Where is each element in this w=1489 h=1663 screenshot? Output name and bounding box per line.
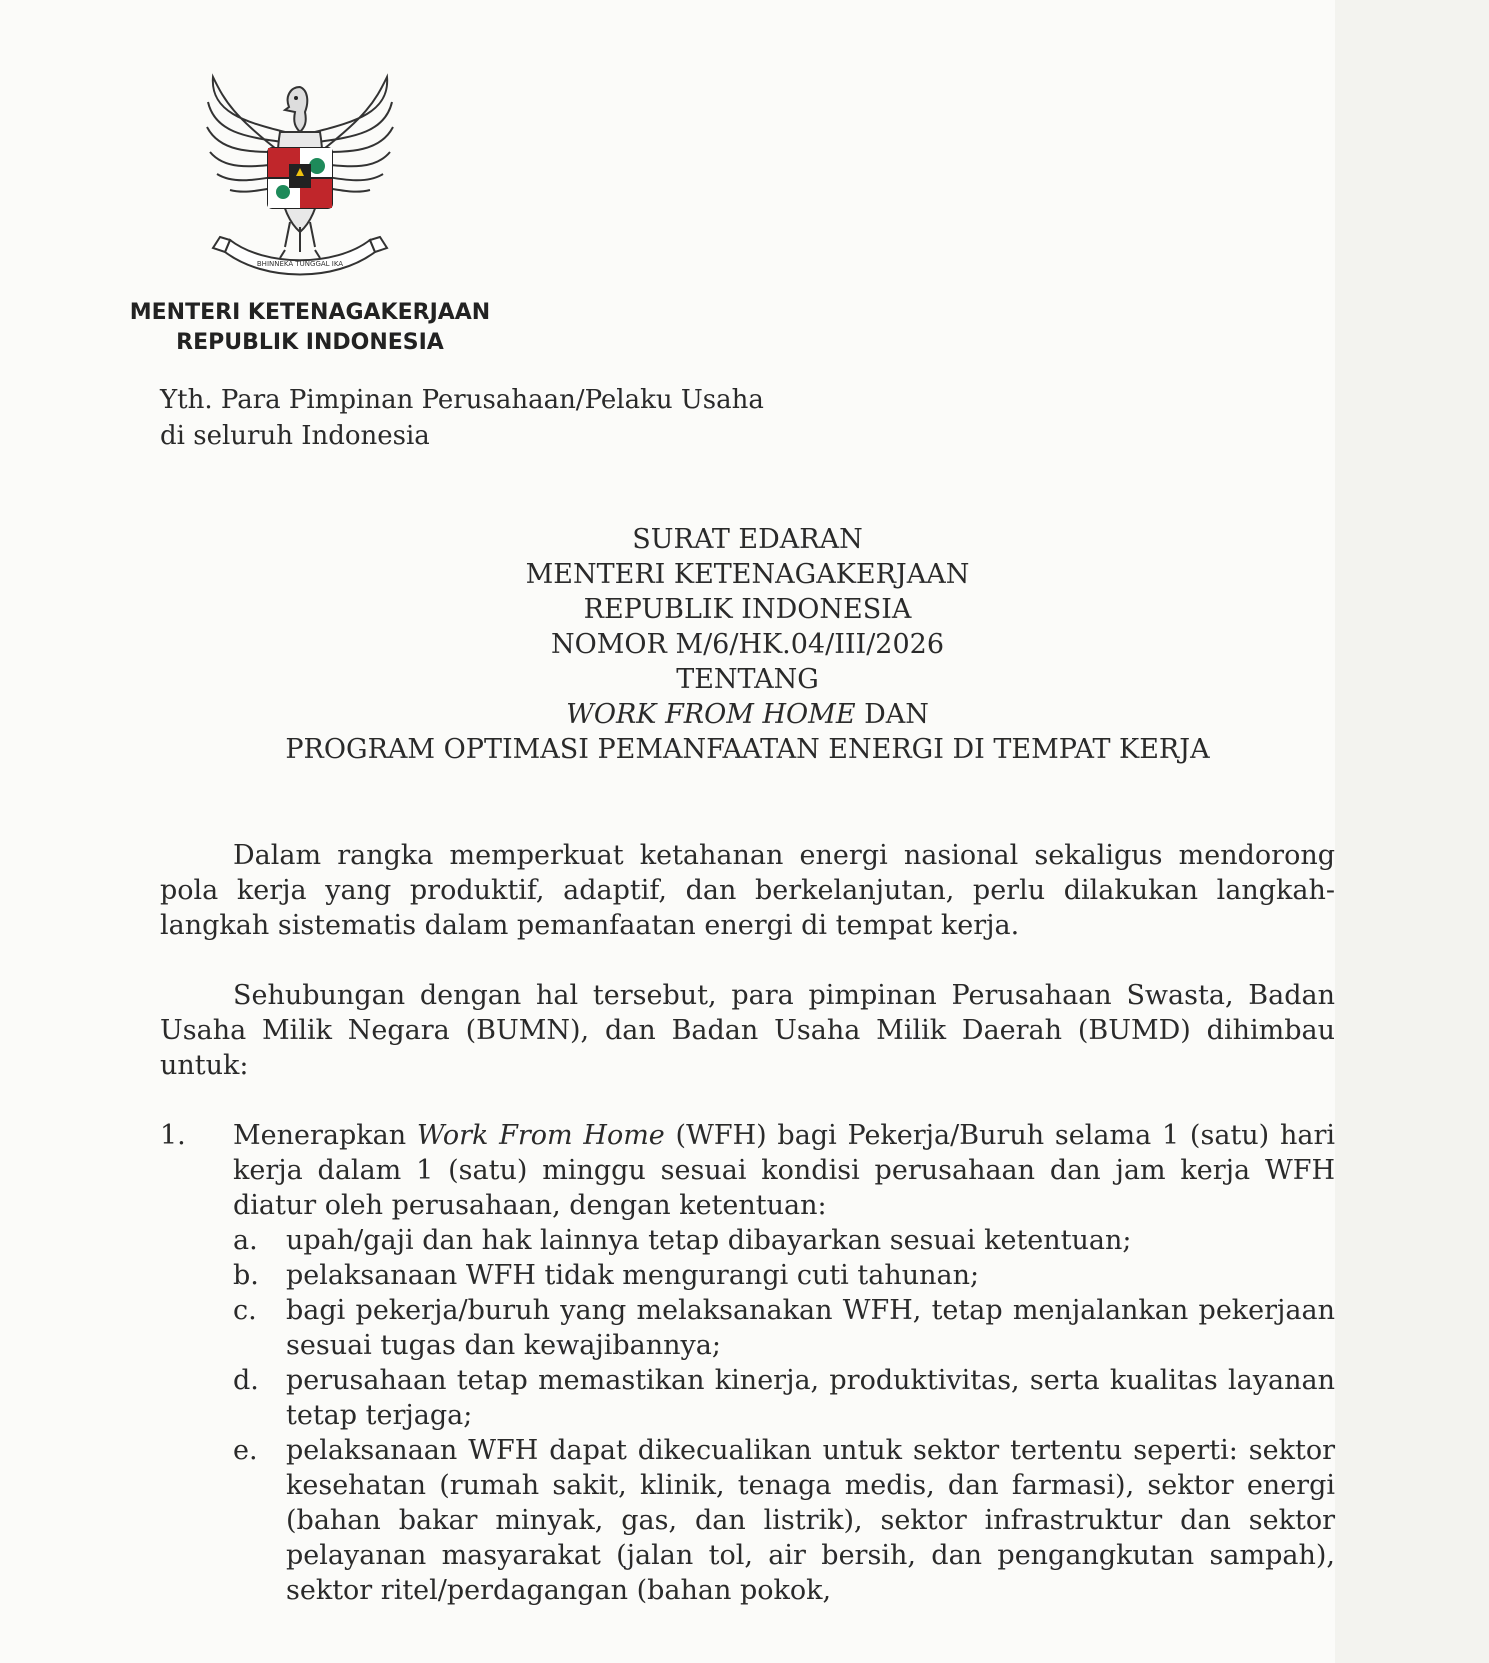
title-italic: WORK FROM HOME — [566, 699, 856, 730]
title-line-6 — [160, 697, 1335, 732]
title-line-2: MENTERI KETENAGAKERJAAN — [525, 559, 970, 590]
sub-item-text: perusahaan tetap memastikan kinerja, produktivitas, serta kualitas layanan tetap terjaga; — [286, 1365, 1335, 1431]
sub-item-letter: e. — [233, 1435, 258, 1466]
document-body — [160, 838, 1335, 1608]
sub-list — [233, 1223, 1335, 1608]
addressee-line-1: Yth. Para Pimpinan Perusahaan/Pelaku Usaha — [160, 385, 764, 415]
ministry-header — [110, 298, 510, 358]
sub-item-c — [233, 1293, 1335, 1363]
sub-item-letter: a. — [233, 1225, 258, 1256]
list-item-1 — [160, 1118, 1335, 1608]
addressee-line-2: di seluruh Indonesia — [160, 421, 430, 451]
svg-text:BHINNEKA TUNGGAL IKA: BHINNEKA TUNGGAL IKA — [256, 260, 344, 268]
title-line-7: PROGRAM OPTIMASI PEMANFAATAN ENERGI DI TEMPAT KERJA — [285, 734, 1210, 765]
title-line-6-rest: DAN — [855, 699, 929, 730]
list-text-italic: Work From Home — [416, 1120, 665, 1151]
ministry-line-1: MENTERI KETENAGAKERJAAN — [129, 300, 491, 325]
sub-item-a — [233, 1223, 1335, 1258]
sub-item-letter: d. — [233, 1365, 259, 1396]
sub-item-text: pelaksanaan WFH dapat dikecualikan untuk sektor tertentu seperti: sektor kesehatan (rumah sakit, klinik, tenaga medis, dan farmasi), sektor energi (bahan bakar minyak, gas, dan listrik), sektor infrastruktur dan sektor pelayanan masyarakat (jalan tol, air bersih, dan pengangkutan sampah), sektor ritel/perdagangan (bahan pokok, — [286, 1435, 1335, 1606]
document-title — [160, 522, 1335, 767]
sub-item-letter: c. — [233, 1295, 257, 1326]
paragraph-2: Sehubungan dengan hal tersebut, para pimpinan Perusahaan Swasta, Badan Usaha Milik Negara (BUMN), dan Badan Usaha Milik Daerah (BUMD) dihimbau untuk: — [160, 980, 1335, 1081]
garuda-emblem-icon — [205, 72, 395, 282]
sub-item-d — [233, 1363, 1335, 1433]
sub-item-text: bagi pekerja/buruh yang melaksanakan WFH, tetap menjalankan pekerjaan sesuai tugas dan kewajibannya; — [286, 1295, 1335, 1361]
sub-item-e — [233, 1433, 1335, 1608]
list-number: 1. — [160, 1120, 186, 1151]
list-item-text — [233, 1118, 1335, 1223]
title-line-3: REPUBLIK INDONESIA — [583, 594, 912, 625]
sub-item-text: pelaksanaan WFH tidak mengurangi cuti tahunan; — [286, 1260, 980, 1291]
title-line-5: TENTANG — [676, 664, 819, 695]
list-text-pre: Menerapkan — [233, 1120, 417, 1151]
page-margin — [1335, 0, 1489, 1663]
sub-item-b — [233, 1258, 1335, 1293]
ministry-line-2: REPUBLIK INDONESIA — [176, 330, 444, 355]
sub-item-letter: b. — [233, 1260, 259, 1291]
paragraph-1: Dalam rangka memperkuat ketahanan energi nasional sekaligus mendorong pola kerja yang produktif, adaptif, dan berkelanjutan, perlu dilakukan langkah-langkah sistematis dalam pemanfaatan energi di tempat kerja. — [160, 840, 1335, 941]
title-line-1: SURAT EDARAN — [632, 524, 863, 555]
addressee — [160, 382, 1060, 454]
sub-item-text: upah/gaji dan hak lainnya tetap dibayarkan sesuai ketentuan; — [286, 1225, 1132, 1256]
list-text-post: (WFH) bagi Pekerja/Buruh selama 1 (satu) hari kerja dalam 1 (satu) minggu sesuai kondisi perusahaan dan jam kerja WFH diatur oleh perusahaan, dengan ketentuan: — [233, 1120, 1335, 1221]
title-line-4: NOMOR M/6/HK.04/III/2026 — [550, 629, 945, 660]
